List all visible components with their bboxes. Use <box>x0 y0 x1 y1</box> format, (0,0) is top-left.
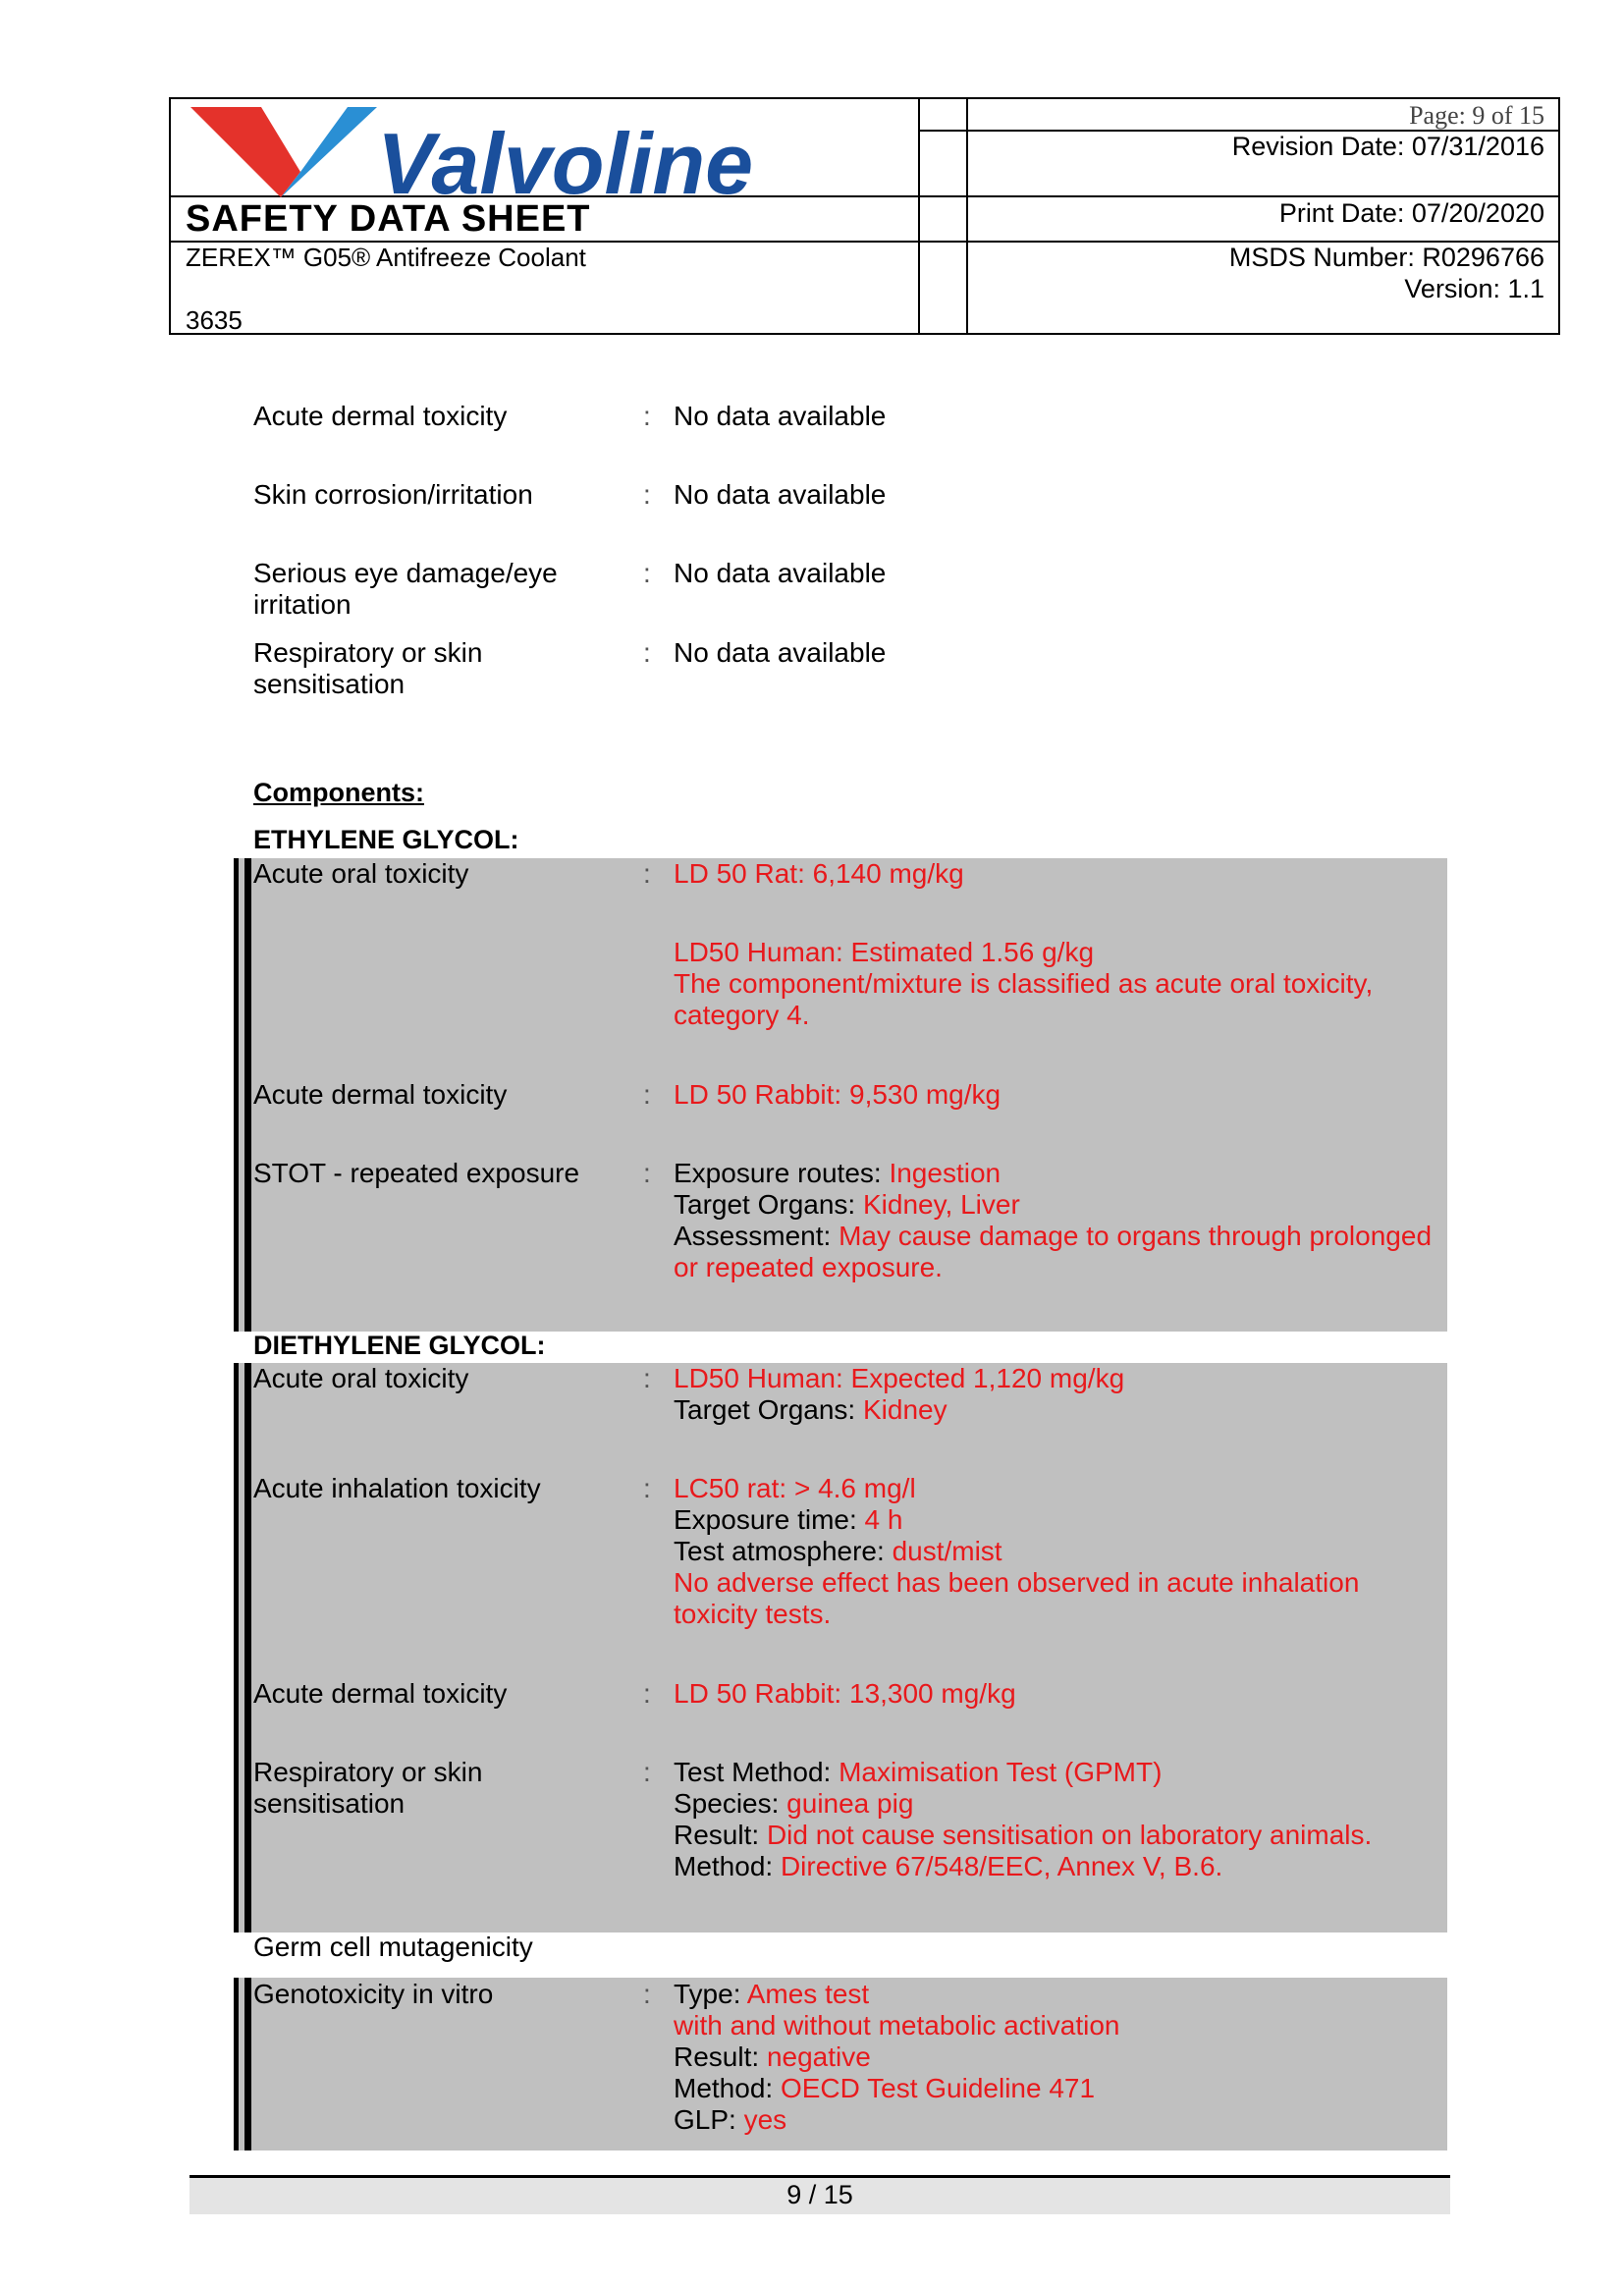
change-bar <box>244 1978 251 2150</box>
field-value: Maximisation Test (GPMT) <box>839 1757 1163 1787</box>
colon: : <box>643 1473 651 1503</box>
page-indicator: Page: 9 of 15 <box>1409 101 1544 130</box>
row-label: Respiratory or skin sensitisation <box>253 637 483 699</box>
colon: : <box>643 858 651 889</box>
field-key: Result: <box>674 1820 767 1850</box>
change-bar <box>234 1363 239 1932</box>
valvoline-logo <box>190 103 789 197</box>
colon: : <box>643 1979 651 2009</box>
row-label: Acute oral toxicity <box>253 1363 469 1393</box>
header-rule <box>918 195 966 197</box>
footer-page-number: 9 / 15 <box>786 2180 853 2209</box>
header-divider <box>966 99 968 333</box>
inhalation-values <box>674 1473 1380 1630</box>
colon: : <box>643 479 651 510</box>
colon: : <box>643 401 651 431</box>
change-bar <box>234 858 239 1332</box>
field-value: OECD Test Guideline 471 <box>780 2073 1096 2103</box>
row-label: Genotoxicity in vitro <box>253 1979 494 2009</box>
field-key: Method: <box>674 2073 781 2103</box>
row-value: No data available <box>674 479 887 510</box>
field-key: GLP: <box>674 2104 744 2135</box>
msds-number: MSDS Number: R0296766 <box>1228 243 1544 272</box>
sds-header <box>169 97 1560 335</box>
row-label: Respiratory or skin sensitisation <box>253 1757 483 1819</box>
field-key: Type: <box>674 1979 747 2009</box>
header-rule <box>918 241 966 243</box>
field-key: Test Method: <box>674 1757 839 1787</box>
field-value: yes <box>743 2104 787 2135</box>
colon: : <box>643 1079 651 1110</box>
field-value: negative <box>766 2041 871 2072</box>
field-value: 4 h <box>864 1504 903 1535</box>
field-value: Directive 67/548/EEC, Annex V, B.6. <box>780 1851 1223 1881</box>
field-value: Did not cause sensitisation on laboratory animals. <box>766 1820 1373 1850</box>
row-value: LD50 Human: Estimated 1.56 g/kg <box>674 937 1095 967</box>
version: Version: 1.1 <box>1404 274 1544 303</box>
component-name: ETHYLENE GLYCOL: <box>253 825 519 854</box>
genotoxicity-values <box>674 1979 1459 2136</box>
row-label: Acute dermal toxicity <box>253 1678 508 1709</box>
colon: : <box>643 637 651 668</box>
field-value: No adverse effect has been observed in acute inhalation toxicity tests. <box>674 1567 1360 1629</box>
row-value: No data available <box>674 401 887 431</box>
field-value: guinea pig <box>786 1788 914 1819</box>
field-key: Target Organs: <box>674 1394 863 1425</box>
row-value: No data available <box>674 558 887 588</box>
row-label: Acute oral toxicity <box>253 858 469 889</box>
field-key: Method: <box>674 1851 781 1881</box>
field-key: Species: <box>674 1788 787 1819</box>
field-key: Exposure routes: <box>674 1158 890 1188</box>
field-value: LD50 Human: Expected 1,120 mg/kg <box>674 1363 1125 1393</box>
section-heading: Germ cell mutagenicity <box>253 1932 533 1962</box>
field-value: May cause damage to organs through prolonged or repeated exposure. <box>674 1221 1433 1282</box>
colon: : <box>643 1757 651 1787</box>
field-key: Exposure time: <box>674 1504 865 1535</box>
row-value: The component/mixture is classified as acute oral toxicity, category 4. <box>674 968 1374 1030</box>
colon: : <box>643 558 651 588</box>
row-value: LD 50 Rabbit: 9,530 mg/kg <box>674 1079 1001 1110</box>
row-value: LD 50 Rat: 6,140 mg/kg <box>674 858 964 889</box>
revision-date: Revision Date: 07/31/2016 <box>1231 132 1544 161</box>
product-number: 3635 <box>186 305 243 335</box>
colon: : <box>643 1678 651 1709</box>
change-bar <box>234 1978 239 2150</box>
sensitisation-values <box>674 1757 1459 1882</box>
row-label: Acute dermal toxicity <box>253 1079 508 1110</box>
row-label: Serious eye damage/eye irritation <box>253 558 558 620</box>
change-bar <box>244 858 251 1332</box>
field-value: LC50 rat: > 4.6 mg/l <box>674 1473 916 1503</box>
row-value: LD 50 Rabbit: 13,300 mg/kg <box>674 1678 1016 1709</box>
colon: : <box>643 1158 651 1188</box>
header-rule <box>966 195 1560 197</box>
document-title: SAFETY DATA SHEET <box>186 198 591 240</box>
field-value: dust/mist <box>892 1536 1002 1566</box>
change-bar <box>244 1363 251 1932</box>
row-label: Acute dermal toxicity <box>253 401 508 431</box>
field-value: Ingestion <box>889 1158 1001 1188</box>
field-value: with and without metabolic activation <box>674 2010 1120 2041</box>
field-value: Ames test <box>746 1979 870 2009</box>
components-heading: Components: <box>253 778 424 807</box>
svg-text:Valvoline: Valvoline <box>377 115 754 197</box>
row-value: No data available <box>674 637 887 668</box>
component-name: DIETHYLENE GLYCOL: <box>253 1331 546 1360</box>
row-label: Skin corrosion/irritation <box>253 479 533 510</box>
field-key: Result: <box>674 2041 767 2072</box>
oral-values <box>674 1363 1459 1426</box>
colon: : <box>643 1363 651 1393</box>
row-label: STOT - repeated exposure <box>253 1158 580 1188</box>
header-rule <box>918 130 966 132</box>
header-divider <box>918 99 920 333</box>
field-key: Target Organs: <box>674 1189 863 1220</box>
field-key: Test atmosphere: <box>674 1536 893 1566</box>
field-value: Kidney, Liver <box>862 1189 1020 1220</box>
stot-values <box>674 1158 1449 1283</box>
field-value: Kidney <box>862 1394 947 1425</box>
print-date: Print Date: 07/20/2020 <box>1278 198 1544 228</box>
field-key: Assessment: <box>674 1221 839 1251</box>
product-name: ZEREX™ G05® Antifreeze Coolant <box>186 243 586 272</box>
row-label: Acute inhalation toxicity <box>253 1473 541 1503</box>
